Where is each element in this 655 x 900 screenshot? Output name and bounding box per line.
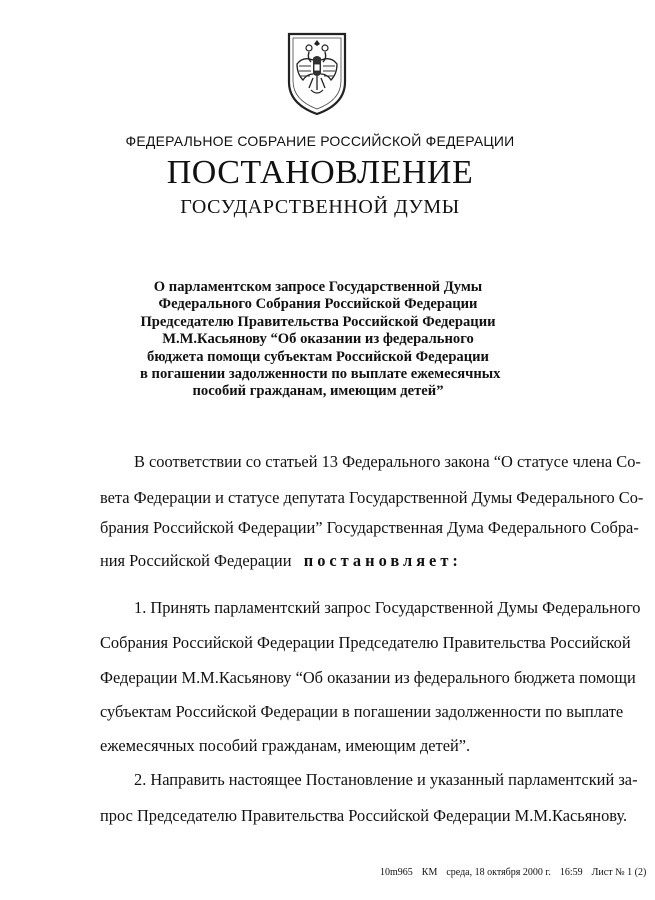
footer-date: среда, 18 октября 2000 г. (446, 867, 551, 878)
preamble-line: В соответствии со статьей 13 Федерального закона “О статусе члена Со- (134, 452, 641, 471)
subject-block (140, 279, 501, 401)
item-line: субъектам Российской Федерации в погашении задолженности по выплате (100, 702, 624, 721)
subject-line: в погашении задолженности по выплате ежемесячных (140, 366, 501, 383)
subject-line: бюджета помощи субъектам Российской Федерации (147, 348, 489, 365)
item-line: 1. Принять парламентский запрос Государственной Думы Федерального (134, 598, 641, 617)
preamble-line: брания Российской Федерации” Государственная Дума Федерального Собра- (100, 518, 639, 537)
item-line: ежемесячных пособий гражданам, имеющим детей”. (100, 736, 471, 755)
footer-initials: КМ (421, 867, 438, 878)
resolution-verb: постановляет: (303, 551, 462, 570)
subject-line: Председателю Правительства Российской Федерации (140, 313, 496, 330)
subject-line: О парламентском запросе Государственной Думы (153, 279, 483, 295)
preamble-line-last (100, 551, 462, 571)
subject-line: Федерального Собрания Российской Федерации (158, 296, 478, 313)
preamble-line-text: ния Российской Федерации (100, 551, 292, 570)
item-line: Федерации М.М.Касьянову “Об оказании из федерального бюджета помощи (100, 668, 636, 687)
coat-of-arms-icon (283, 30, 351, 116)
footer-sheet: Лист № 1 (2) (591, 867, 647, 878)
document-title: ПОСТАНОВЛЕНИЕ (166, 154, 474, 191)
item-line: прос Председателю Правительства Российской Федерации М.М.Касьянову. (100, 806, 628, 825)
footer-doc-code: 10m965 (380, 867, 413, 878)
organization-name: ФЕДЕРАЛЬНОЕ СОБРАНИЕ РОССИЙСКОЙ ФЕДЕРАЦИИ (125, 133, 515, 149)
subject-line: М.М.Касьянову “Об оказании из федерального (162, 331, 474, 348)
document-subtitle: ГОСУДАРСТВЕННОЙ ДУМЫ (180, 196, 460, 218)
item-line: Собрания Российской Федерации Председателю Правительства Российской (100, 633, 631, 652)
preamble-line: вета Федерации и статусе депутата Государственной Думы Федерального Со- (100, 488, 644, 507)
item-line: 2. Направить настоящее Постановление и указанный парламентский за- (134, 770, 638, 789)
subject-line: пособий гражданам, имеющим детей” (192, 383, 444, 400)
document-footer (380, 867, 655, 878)
footer-time: 16:59 (559, 867, 583, 878)
